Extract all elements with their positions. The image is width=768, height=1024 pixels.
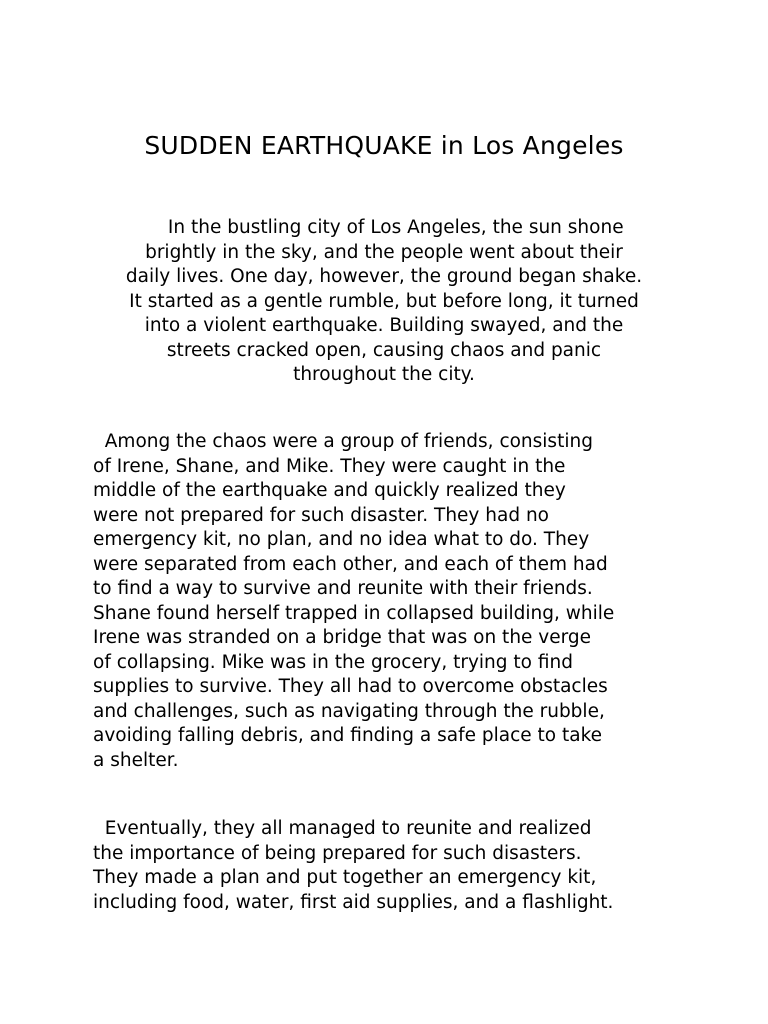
document-title: SUDDEN EARTHQUAKE in Los Angeles	[144, 131, 624, 160]
paragraph-intro: In the bustling city of Los Angeles, the sun shone brightly in the sky, and the people went about their daily lives. One day, however, the ground began shake. It started as a gentle rumble, but before long, it turned into a violent earthquake. Building swayed, and the streets cracked open, causing chaos and panic throughout the city.	[125, 217, 643, 385]
paragraph-friends: Among the chaos were a group of friends, consisting of Irene, Shane, and Mike. They were caught in the middle of the earthquake and quickly realized they were not prepared for such disaster. They had no emergency kit, no plan, and no idea what to do. They were separated from each other, and each of them had to find a way to survive and reunite with their friends. Shane found herself trapped in collapsed building, while Irene was stranded on a bridge that was on the verge of collapsing. Mike was in the grocery, trying to find supplies to survive. They all had to overcome obstacles and challenges, such as navigating through the rubble, avoiding falling debris, and finding a safe place to take a shelter.	[93, 431, 615, 771]
paragraph-reunion: Eventually, they all managed to reunite and realized the importance of being prepared for such disasters. They made a plan and put together an emergency kit, including food, water, first aid supplies, and a flashlight.	[93, 818, 614, 913]
